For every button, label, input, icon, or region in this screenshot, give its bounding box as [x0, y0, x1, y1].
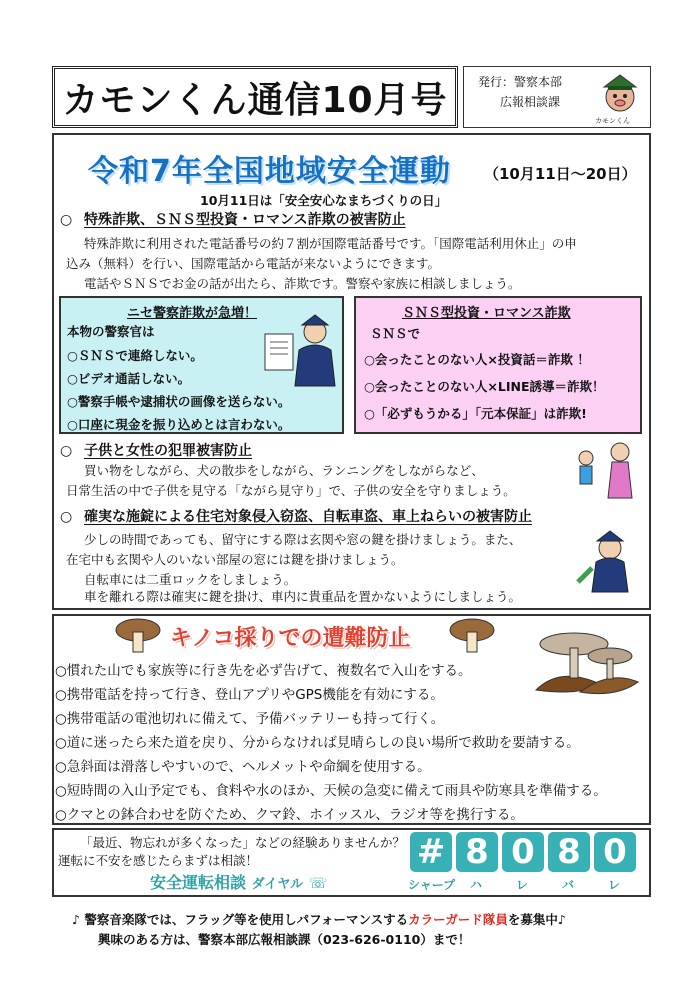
sns-fraud-lead: ＳＮＳで — [370, 326, 421, 341]
campaign-period: （10月11日～20日） — [484, 165, 637, 183]
fake-police-item: ○ＳＮＳで連絡しない。 — [67, 348, 203, 363]
dial-digit: 8 — [548, 832, 590, 872]
consult-dial-label — [150, 870, 328, 893]
consult-label-sub: ダイヤル — [251, 877, 304, 892]
mascot-icon — [594, 71, 646, 117]
fake-police-item: ○警察手帳や逮捕状の画像を送らない。 — [67, 394, 291, 409]
police-officer-icon — [261, 310, 341, 388]
section-fraud-line: 込み（無料）を行い、国際電話から電話が来ないようにできます。 — [66, 256, 441, 271]
dial-digit: 8 — [456, 832, 498, 872]
section-fraud-line: 特殊詐欺に利用された電話番号の約７割が国際電話番号です。「国際電話利用休止」の申 — [84, 236, 577, 251]
footer-recruit-line — [72, 910, 566, 928]
mushroom-icon — [446, 614, 498, 656]
section-title: 子供と女性の犯罪被害防止 — [84, 443, 252, 459]
section-lock-line: 自転車には二重ロックをしましょう。 — [84, 572, 297, 587]
footer-line1-post: を募集中♪ — [507, 912, 566, 927]
dial-kana: バ — [562, 878, 575, 892]
fake-police-title: ニセ警察詐欺が急増！ — [127, 306, 258, 321]
publisher-box — [463, 66, 651, 128]
phone-icon: ☏ — [308, 874, 328, 892]
police-lock-icon — [574, 528, 640, 594]
mushroom-item: ○携帯電話の電池切れに備えて、予備バッテリーも持って行く。 — [55, 711, 445, 727]
sns-fraud-item: ○会ったことのない人×LINE誘導＝詐欺！ — [364, 379, 605, 394]
section-lock-line: 少しの時間であっても、留守にする際は玄関や窓の鍵を掛けましょう。また、 — [84, 532, 522, 547]
campaign-subtitle: 10月11日は「安全安心なまちづくりの日」 — [200, 193, 448, 208]
consult-label-main: 安全運転相談 — [150, 873, 247, 892]
sns-fraud-item: ○「必ずもうかる」「元本保証」は詐欺! — [364, 406, 587, 421]
mushroom-item: ○短時間の入山予定でも、食料や水のほか、天候の急変に備えて雨具や防寒具を準備する。 — [55, 783, 607, 799]
fake-police-box — [59, 296, 344, 434]
publisher-label: 発行：警察本部 — [478, 75, 563, 89]
mushroom-item: ○携帯電話を持って行き、登山アプリやGPS機能を有効にする。 — [55, 687, 444, 703]
sns-fraud-box — [354, 296, 642, 434]
section-fraud-heading — [60, 209, 406, 229]
mushroom-item: ○道に迷ったら来た道を戻り、分からなければ見晴らしの良い場所で救助を要請する。 — [55, 735, 580, 751]
dial-digit: 0 — [594, 832, 636, 872]
mushroom-item: ○クマとの鉢合わせを防ぐため、クマ鈴、ホイッスル、ラジオ等を携行する。 — [55, 807, 524, 823]
campaign-title: 令和7年全国地域安全運動 — [88, 154, 451, 189]
publisher-dept: 広報相談課 — [500, 95, 561, 109]
section-title: 確実な施錠による住宅対象侵入窃盗、自転車盗、車上ねらいの被害防止 — [84, 509, 532, 525]
sns-fraud-title: ＳＮＳ型投資・ロマンス詐欺 — [402, 306, 571, 321]
section-title: 特殊詐欺、ＳＮＳ型投資・ロマンス詐欺の被害防止 — [84, 212, 406, 228]
section-lock-line: 車を離れる際は確実に鍵を掛け、車内に貴重品を置かないようにしましょう。 — [84, 589, 522, 604]
mushroom-item: ○慣れた山でも家族等に行き先を必ず告げて、複数名で入山をする。 — [55, 663, 472, 679]
section-mark: ○ — [60, 509, 73, 525]
consult-line: 運転に不安を感じたらまずは相談！ — [58, 853, 259, 868]
sns-fraud-item: ○会ったことのない人×投資話＝詐欺 ！ — [364, 352, 590, 367]
section-lock-heading — [60, 506, 532, 526]
dial-kana: ハ — [470, 878, 483, 892]
section-mark: ○ — [60, 443, 73, 459]
fake-police-item: ○口座に現金を振り込めとは言わない。 — [67, 417, 291, 432]
footer-contact-line: 興味のある方は、警察本部広報相談課（023-626-0110）まで！ — [98, 932, 471, 947]
section-child-line: 日常生活の中で子供を見守る「ながら見守り」で、子供の安全を守りましょう。 — [66, 483, 516, 498]
dial-kana: シャープ — [408, 878, 456, 892]
section-child-heading — [60, 440, 252, 460]
mushroom-title: キノコ採りでの遭難防止 — [170, 626, 411, 651]
mushroom-leaves-icon — [530, 626, 642, 698]
section-fraud-line: 電話やＳＮＳでお金の話が出たら、詐欺です。警察や家族に相談しましょう。 — [84, 276, 521, 291]
newsletter-title-box — [52, 66, 458, 128]
mushroom-item: ○急斜面は滑落しやすいので、ヘルメットや命綱を使用する。 — [55, 759, 431, 775]
footer-highlight: カラーガード隊員 — [408, 912, 508, 927]
footer-line1-pre: ♪ 警察音楽隊では、フラッグ等を使用しパフォーマンスする — [72, 912, 409, 927]
mascot-name: カモンくん — [595, 117, 630, 125]
dial-digit: # — [410, 832, 452, 872]
section-mark: ○ — [60, 212, 73, 228]
dial-kana: レ — [516, 878, 529, 892]
dial-kana: レ — [608, 878, 621, 892]
newsletter-title: カモンくん通信10月号 — [62, 79, 448, 121]
section-lock-line: 在宅中も玄関や人のいない部屋の窓には鍵を掛けましょう。 — [66, 552, 404, 567]
mushroom-icon — [112, 614, 164, 656]
section-child-line: 買い物をしながら、犬の散歩をしながら、ランニングをしながらなど、 — [84, 463, 484, 478]
fake-police-item: ○ビデオ通話しない。 — [67, 371, 191, 386]
family-icon — [572, 440, 642, 500]
dial-digit: 0 — [502, 832, 544, 872]
fake-police-lead: 本物の警察官は — [67, 324, 155, 339]
consult-line: 「最近、物忘れが多くなった」などの経験ありませんか？ — [80, 835, 406, 850]
